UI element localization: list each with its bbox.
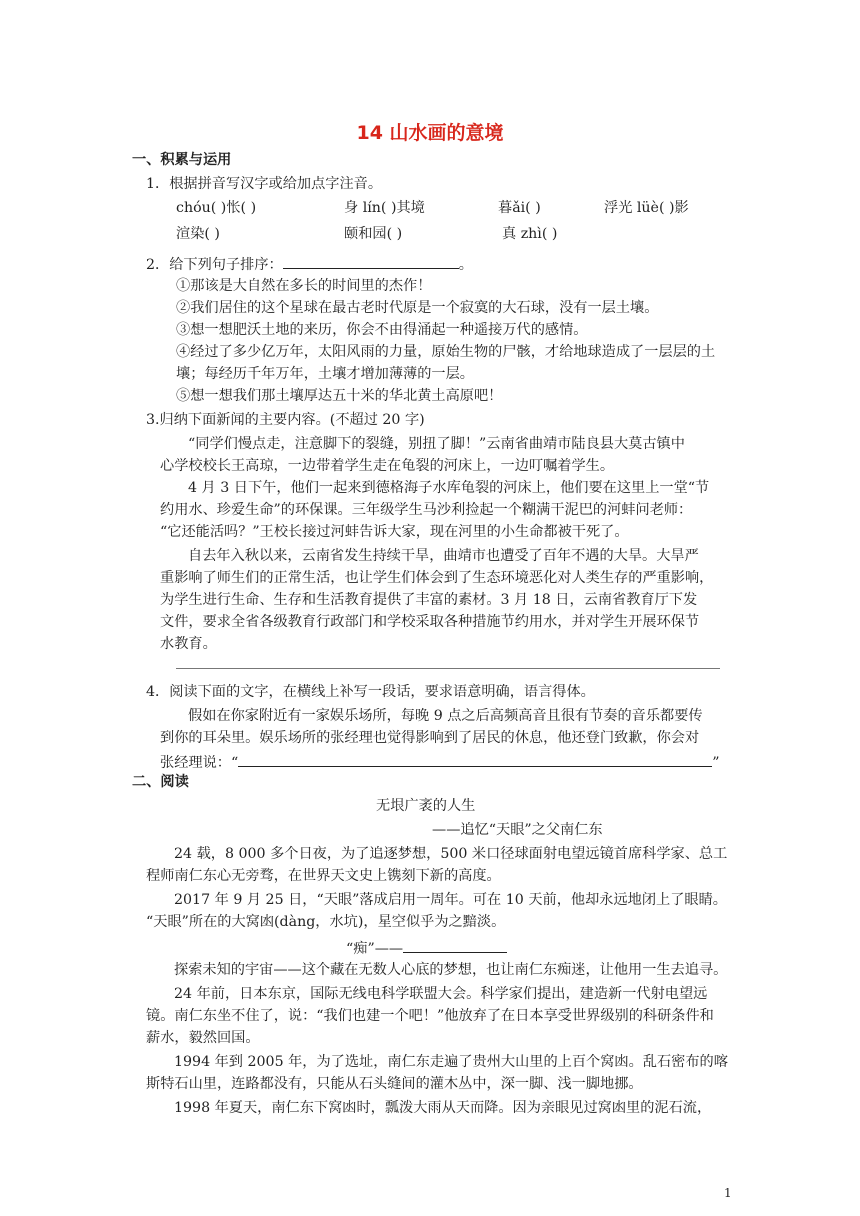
answer-blank[interactable]: [238, 750, 712, 767]
sentence-item: ④经过了多少亿万年，太阳风雨的力量，原始生物的尸骸，才给地球造成了一层层的土: [176, 344, 716, 360]
article-line: 薪水，毅然回国。: [146, 1030, 260, 1046]
article-line: 24 年前，日本东京，国际无线电科学联盟大会。科学家们提出，建造新一代射电望远: [174, 986, 708, 1002]
pinyin-item: 身 lín( )其境: [344, 200, 425, 216]
pinyin-item: 暮ǎi( ): [498, 200, 541, 216]
article-line: 程师南仁东心无旁骛，在世界天文史上镌刻下新的高度。: [146, 868, 501, 884]
answer-blank[interactable]: [283, 252, 459, 269]
pinyin-item: chóu( )怅( ): [176, 200, 257, 216]
news-line: “它还能活吗？”王校长接过河蚌告诉大家，现在河里的小生命都被干死了。: [160, 524, 629, 540]
quote-suffix: ”: [712, 755, 720, 771]
news-line: 心学校校长王高琼，一边带着学生走在龟裂的河床上，一边叮嘱着学生。: [160, 458, 615, 474]
article-subtitle: ——追忆“天眼”之父南仁东: [432, 822, 603, 838]
passage-line: 假如在你家附近有一家娱乐场所，每晚 9 点之后高频高音且很有节奏的音乐都要传: [188, 708, 703, 724]
subheading-label: “痴”——: [346, 941, 404, 957]
question-2-label: 2．给下列句子排序：: [146, 257, 283, 273]
news-line: “同学们慢点走，注意脚下的裂缝，别扭了脚！”云南省曲靖市陆良县大莫古镇中: [188, 436, 685, 452]
sentence-item: ①那该是大自然在多长的时间里的杰作！: [176, 278, 432, 294]
question-4-prompt: 4．阅读下面的文字，在横线上补写一段话，要求语意明确，语言得体。: [146, 684, 595, 700]
sentence-item: ⑤想一想我们那土壤厚达五十米的华北黄土高原吧！: [176, 388, 503, 404]
article-line: 镜。南仁东坐不住了，说：“我们也建一个吧！”他放弃了在日本享受世界级别的科研条件和: [146, 1008, 714, 1024]
pinyin-item: 颐和园( ): [344, 226, 403, 242]
news-line: 自去年入秋以来，云南省发生持续干旱，曲靖市也遭受了百年不遇的大旱。大旱严: [188, 548, 699, 564]
news-line: 文件，要求全省各级教育行政部门和学校采取各种措施节约用水，并对学生开展环保节: [160, 614, 700, 630]
passage-line-with-blank: [160, 750, 719, 773]
quote-prefix: 张经理说：“: [160, 755, 239, 771]
question-1-prompt: 1．根据拼音写汉字或给加点字注音。: [146, 176, 383, 192]
news-line: 重影响了师生们的正常生活，也让学生们体会到了生态环境恶化对人类生存的严重影响，: [160, 570, 714, 586]
article-line: “天眼”所在的大窝凼(dàng，水坑)，星空似乎为之黯淡。: [146, 914, 506, 930]
section-heading-reading: 二、阅读: [132, 774, 189, 790]
article-line: 1994 年到 2005 年，为了选址，南仁东走遍了贵州大山里的上百个窝凼。乱石密布的喀: [174, 1054, 728, 1070]
article-line: 探索未知的宇宙——这个藏在无数人心底的梦想，也让南仁东痴迷，让他用一生去追寻。: [174, 962, 728, 978]
article-line: 2017 年 9 月 25 日，“天眼”落成启用一周年。可在 10 天前，他却永远地闭上了眼睛。: [174, 892, 727, 908]
sentence-item: ③想一想肥沃土地的来历，你会不由得涌起一种遥接万代的感情。: [176, 322, 588, 338]
news-line: 为学生进行生命、生存和生活教育提供了丰富的素材。3 月 18 日，云南省教育厅下发: [160, 592, 698, 608]
question-2-end: 。: [458, 257, 473, 273]
sentence-item: ②我们居住的这个星球在最古老时代原是一个寂寞的大石球，没有一层土壤。: [176, 300, 659, 316]
page-title: 14 山水画的意境: [356, 122, 504, 144]
pinyin-item: 渲染( ): [176, 226, 220, 242]
pinyin-item: 浮光 lüè( )影: [604, 200, 689, 216]
question-3-prompt: 3.归纳下面新闻的主要内容。(不超过 20 字): [146, 412, 425, 428]
article-line: 24 载，8 000 多个日夜，为了追逐梦想，500 米口径球面射电望远镜首席科学家、总工: [174, 846, 728, 862]
page-number: 1: [724, 1186, 732, 1200]
answer-line[interactable]: [176, 668, 720, 669]
news-line: 约用水、珍爱生命”的环保课。三年级学生马沙利捡起一个糊满干泥巴的河蚌问老师：: [160, 502, 693, 518]
passage-line: 到你的耳朵里。娱乐场所的张经理也觉得影响到了居民的休息，他还登门致歉，你会对: [160, 730, 700, 746]
subheading-chi: [346, 936, 507, 959]
question-2-prompt: [146, 252, 473, 275]
article-title: 无垠广袤的人生: [376, 798, 476, 814]
sentence-item: 壤；每经历千年万年，土壤才增加薄薄的一层。: [176, 366, 474, 382]
news-line: 4 月 3 日下午，他们一起来到德格海子水库龟裂的河床上，他们要在这里上一堂“节: [188, 480, 710, 496]
pinyin-item: 真 zhì( ): [502, 226, 558, 242]
news-line: 水教育。: [160, 636, 217, 652]
section-heading-accumulation: 一、积累与运用: [132, 152, 232, 168]
article-line: 1998 年夏天，南仁东下窝凼时，瓢泼大雨从天而降。因为亲眼见过窝凼里的泥石流，: [174, 1100, 712, 1116]
article-line: 斯特石山里，连路都没有，只能从石头缝间的灌木丛中，深一脚、浅一脚地挪。: [146, 1076, 643, 1092]
answer-blank[interactable]: [403, 936, 507, 953]
